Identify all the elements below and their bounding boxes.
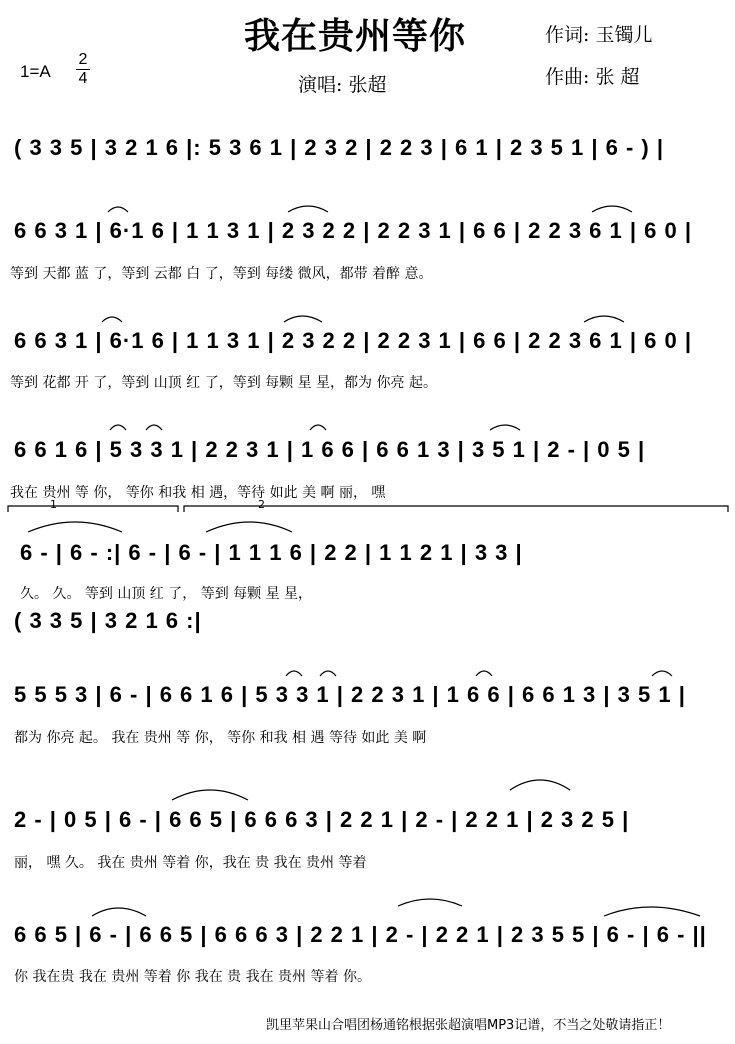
slur — [476, 671, 492, 676]
time-signature-top: 2 — [78, 51, 88, 68]
notation-line-2: 6 6 3 1 | 6·1 6 | 1 1 3 1 | 2 3 2 2 | 2 2 3 1 | 6 6 | 2 2 3 6 1 | 6 0 | — [14, 218, 692, 243]
tie — [510, 780, 570, 790]
lyrics-line-4: 我在 贵州 等 你， 等你 和我 相 遇，等待 如此 美 啊 丽， 嘿 — [10, 485, 386, 501]
composer-credit: 作曲: 张 超 — [545, 66, 640, 88]
notation-line-3: 6 6 3 1 | 6·1 6 | 1 1 3 1 | 2 3 2 2 | 2 2 3 1 | 6 6 | 2 2 3 6 1 | 6 0 | — [14, 328, 692, 353]
slur — [652, 671, 672, 676]
tie — [28, 522, 122, 532]
notation-line-5: 6 - | 6 - :| 6 - | 6 - | 1 1 1 6 | 2 2 | 1 1 2 1 | 3 3 | — [20, 540, 523, 565]
notation-line-4: 6 6 1 6 | 5 3 3 1 | 2 2 3 1 | 1 6 6 | 6 6 1 3 | 3 5 1 | 2 - | 0 5 | — [14, 437, 646, 462]
volta-2-label: 2 — [258, 498, 265, 511]
slur — [310, 425, 326, 430]
lyrics-line-5: 久。 久。 等到 山顶 红 了， 等到 每颗 星 星， — [20, 586, 313, 602]
lyrics-line-3: 等到 花都 开 了，等到 山顶 红 了，等到 每颗 星 星，都为 你亮 起。 — [10, 375, 437, 391]
lyricist-credit: 作词: 玉镯儿 — [545, 24, 653, 46]
lyrics-line-8: 丽， 嘿 久。 我在 贵州 等着 你，我在 贵 我在 贵州 等着 — [14, 855, 367, 871]
tie — [172, 790, 248, 800]
tie — [398, 899, 462, 906]
slur — [284, 316, 322, 322]
notation-line-1: ( 3 3 5 | 3 2 1 6 |: 5 3 6 1 | 2 3 2 | 2 2 3 | 6 1 | 2 3 5 1 | 6 - ) | — [14, 135, 665, 160]
slur — [584, 316, 624, 322]
lyrics-line-7: 都为 你亮 起。 我在 贵州 等 你， 等你 和我 相 遇 等待 如此 美 啊 — [14, 730, 427, 746]
slur — [146, 425, 162, 430]
slur — [288, 206, 328, 212]
volta-bracket-2 — [184, 506, 728, 512]
lyrics-line-2: 等到 天都 蓝 了，等到 云都 白 了，等到 每缕 微风，都带 着醉 意。 — [10, 266, 433, 282]
time-signature-bottom: 4 — [78, 70, 88, 87]
tie — [604, 907, 700, 916]
notation-line-6: ( 3 3 5 | 3 2 1 6 :| — [14, 608, 202, 633]
transcriber-note: 凯里苹果山合唱团杨通铭根据张超演唱MP3记谱，不当之处敬请指正！ — [266, 1018, 671, 1033]
volta-bracket-1 — [8, 506, 178, 512]
lyrics-line-9: 你 我在贵 我在 贵州 等着 你 我在 贵 我在 贵州 等着 你。 — [14, 969, 371, 985]
slur — [592, 206, 632, 212]
slur — [102, 317, 122, 322]
slur — [108, 207, 128, 212]
tie — [92, 908, 146, 916]
slur — [320, 671, 336, 676]
key-signature: 1=A — [20, 62, 51, 81]
notation-line-8: 2 - | 0 5 | 6 - | 6 6 5 | 6 6 6 3 | 2 2 1 | 2 - | 2 2 1 | 2 3 2 5 | — [14, 807, 630, 832]
volta-1-label: 1 — [50, 498, 57, 511]
slur — [286, 671, 302, 676]
slur — [110, 425, 126, 430]
slur — [490, 425, 520, 430]
song-title: 我在贵州等你 — [244, 15, 467, 57]
tie — [206, 522, 292, 532]
notation-line-7: 5 5 5 3 | 6 - | 6 6 1 6 | 5 3 3 1 | 2 2 3 1 | 1 6 6 | 6 6 1 3 | 3 5 1 | — [14, 682, 686, 707]
singer-credit: 演唱: 张超 — [298, 74, 387, 96]
notation-line-9: 6 6 5 | 6 - | 6 6 5 | 6 6 6 3 | 2 2 1 | 2 - | 2 2 1 | 2 3 5 5 | 6 - | 6 - || — [14, 922, 707, 947]
